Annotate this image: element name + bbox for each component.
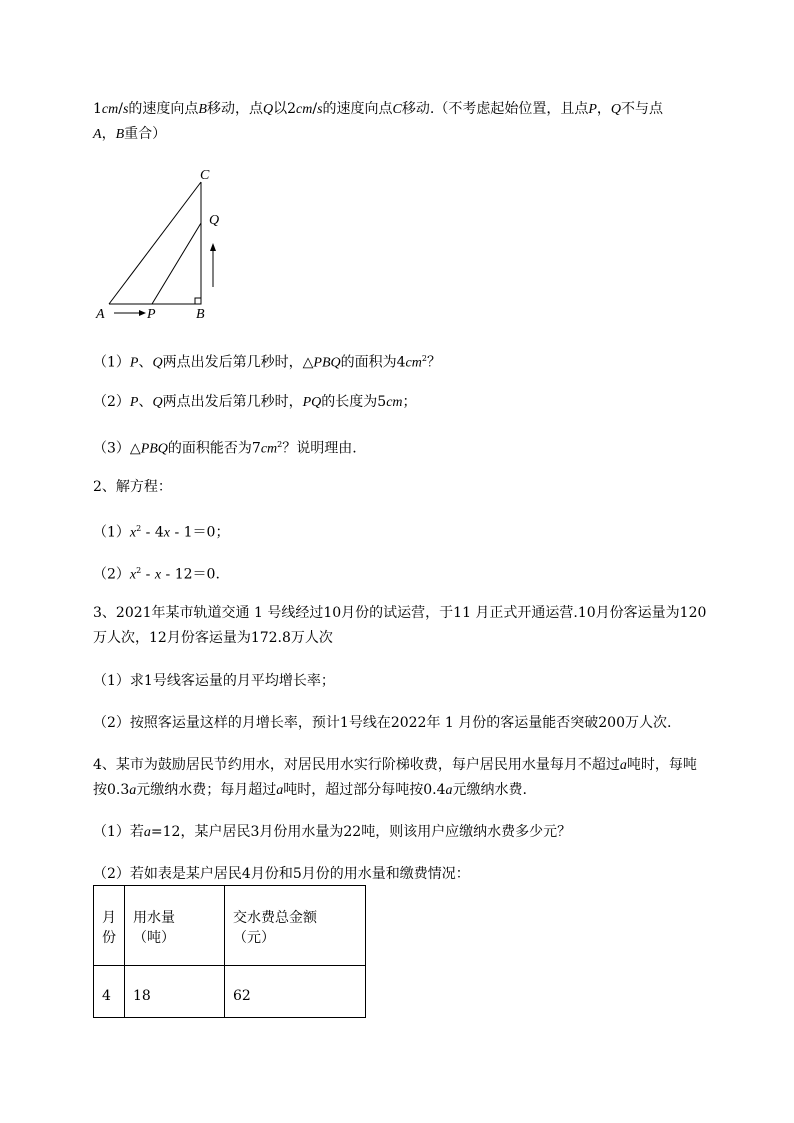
arrow-up-icon (210, 243, 216, 251)
header-text: 月 (102, 910, 116, 926)
var-p: P (129, 355, 139, 371)
intro-text: ， (596, 101, 611, 117)
q-text: 4、某市为鼓励居民节约用水，对居民用水实行阶梯收费，每户居民用水量每月不超过 (93, 757, 620, 773)
triangle-figure (92, 166, 232, 324)
q1-sub2 (93, 392, 417, 413)
q-text: （3）△ (93, 440, 141, 457)
unit-cm: cm (260, 441, 278, 457)
intro-text: 1 (93, 101, 102, 117)
q-text: - 12＝0. (161, 566, 220, 583)
q-text: （1） (93, 354, 130, 371)
q1-sub3 (93, 435, 357, 460)
q-text: （1） (93, 524, 130, 541)
exponent: 2 (136, 566, 142, 575)
table-cell: 4 (94, 966, 125, 1018)
exponent: 2 (421, 354, 427, 363)
var-c: C (392, 102, 402, 117)
q-text: 、 (138, 394, 153, 410)
var-pbq: PBQ (313, 355, 341, 371)
intro-text: 的速度向点 (322, 101, 393, 117)
var-pbq: PBQ (140, 441, 168, 457)
exponent: 2 (277, 440, 283, 449)
q-text: 两点出发后第几秒时， (162, 394, 303, 410)
q-text: 、 (138, 354, 153, 371)
label-a: A (96, 307, 105, 322)
q-text: （2） (93, 566, 130, 583)
intro-line-1 (93, 99, 663, 120)
intro-text: 不与点 (621, 101, 664, 117)
q-text: （2） (93, 394, 130, 410)
q-text: - 4 (141, 524, 164, 541)
q-text: 吨时，每吨 (626, 757, 697, 773)
right-angle-mark (195, 298, 201, 304)
intro-text: ， (101, 126, 116, 142)
label-q: Q (209, 213, 220, 228)
var-a: a (143, 825, 151, 840)
q1-sub1 (93, 349, 441, 374)
var-p: P (588, 102, 597, 117)
label-b: B (196, 307, 205, 322)
q-text: - (141, 566, 155, 583)
var-x: x (163, 525, 170, 541)
q-text: 按0.3 (93, 782, 130, 798)
intro-text: / (312, 101, 318, 117)
var-b: B (198, 102, 207, 117)
q-text: 元缴纳水费. (452, 782, 527, 798)
var-x: x (129, 567, 137, 583)
intro-text: / (118, 101, 123, 117)
var-q: Q (262, 102, 274, 117)
header-text: 交水费总金额 (233, 910, 317, 926)
var-p: P (129, 395, 139, 410)
label-c: C (200, 168, 210, 183)
header-total-fee (225, 886, 366, 966)
q2-title: 2、解方程： (93, 479, 172, 495)
var-a: A (93, 127, 102, 142)
q4-sub2: （2）若如表是某户居民4月份和5月份的用水量和缴费情况： (93, 866, 470, 882)
q-text: 吨时，超过部分每吨按0.4 (283, 782, 446, 798)
q-text: ？说明理由. (282, 440, 357, 457)
q-text: 的面积能否为7 (167, 440, 261, 457)
q-text: （1）若 (93, 824, 144, 840)
var-x: x (154, 567, 162, 583)
exponent: 2 (136, 524, 142, 533)
unit-cm: cm (296, 102, 313, 117)
intro-text: 移动.（不考虑起始位置，且点 (401, 101, 589, 117)
var-q: Q (152, 355, 163, 371)
q-text: 的面积为4 (340, 354, 406, 371)
header-usage (125, 886, 225, 966)
intro-text: 以2 (273, 101, 297, 117)
q3-sub1: （1）求1号线客运量的月平均增长率； (93, 673, 335, 689)
unit-s: s (122, 102, 129, 117)
table-cell: 62 (225, 966, 366, 1018)
header-text: 用水量 (133, 910, 175, 926)
var-q: Q (610, 102, 622, 117)
arrow-right-icon (139, 310, 146, 316)
q-text: =12，某户居民3月份用水量为22吨，则该用户应缴纳水费多少元？ (150, 824, 572, 840)
var-q: Q (152, 395, 163, 410)
q3-sub2: （2）按照客运量这样的月增长率，预计1号线在2022年 1 月份的客运量能否突破200万人次. (93, 715, 672, 731)
var-b: B (115, 127, 125, 142)
header-text: 份 (102, 930, 116, 946)
q-text: ？ (426, 354, 441, 371)
var-a: a (129, 783, 137, 798)
table-row (94, 966, 366, 1018)
q2-sub2 (93, 561, 220, 586)
side-ac (109, 182, 201, 304)
intro-line-2 (93, 124, 166, 145)
q3-line-1: 3、2021年某市轨道交通 1 号线经过10月份的试运营，于11 月正式开通运营.10月份客运量为120 (93, 605, 707, 621)
var-pq: PQ (302, 395, 322, 410)
var-x: x (129, 525, 137, 541)
q4-line-2 (93, 780, 527, 801)
segment-pq (152, 223, 201, 304)
q4-sub1 (93, 822, 571, 843)
intro-text: 移动，点 (206, 101, 263, 117)
unit-cm: cm (101, 102, 119, 117)
header-text: （吨） (133, 930, 175, 946)
table-cell: 18 (125, 966, 225, 1018)
table-header-row (94, 886, 366, 966)
unit-cm: cm (405, 355, 422, 371)
q2-sub1 (93, 519, 229, 544)
header-text: （元） (233, 930, 275, 946)
q-text: 两点出发后第几秒时，△ (162, 354, 314, 371)
intro-text: 的速度向点 (128, 101, 199, 117)
water-fee-table (93, 885, 366, 1018)
q-text: - 1＝0； (170, 524, 230, 541)
header-month (94, 886, 125, 966)
q3-line-2: 万人次，12月份客运量为172.8万人次 (93, 630, 333, 646)
q4-line-1 (93, 755, 697, 776)
var-a: a (445, 783, 453, 798)
label-p: P (147, 307, 156, 322)
unit-cm: cm (386, 395, 403, 410)
var-a: a (276, 783, 284, 798)
var-a: a (619, 758, 627, 773)
q-text: ； (402, 394, 417, 410)
q-text: 元缴纳水费；每月超过 (136, 782, 277, 798)
q-text: 的长度为5 (321, 394, 387, 410)
intro-text: 重合） (124, 126, 167, 142)
unit-s: s (317, 102, 323, 117)
